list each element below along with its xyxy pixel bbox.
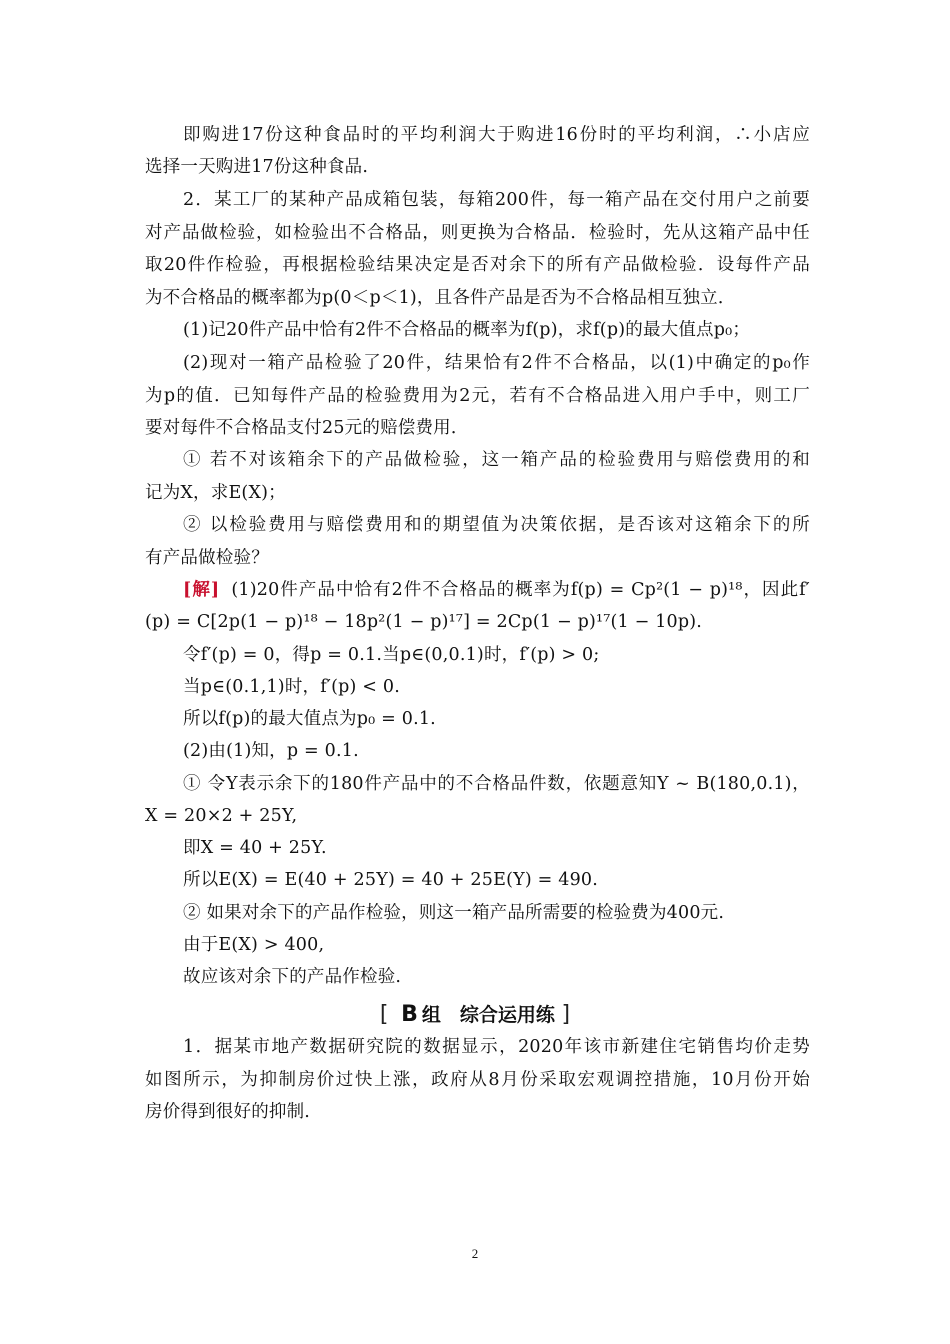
text-line: (1)记20件产品中恰有2件不合格品的概率为f(p)，求f(p)的最大值点p₀； — [183, 320, 751, 340]
text-line: 为p的值．已知每件产品的检验费用为2元，若有不合格品进入用户手中，则工厂 — [145, 386, 810, 406]
text-line: 由于E(X) > 400, — [183, 935, 325, 955]
solution-label: [解] — [183, 580, 220, 600]
text-line: 有产品做检验？ — [145, 548, 269, 568]
text-line: 所以E(X) = E(40 + 25Y) = 40 + 25E(Y) = 490. — [183, 870, 599, 890]
text-line: 要对每件不合格品支付25元的赔偿费用． — [145, 418, 469, 438]
text-line: 故应该对余下的产品作检验. — [183, 967, 402, 987]
text-line: 2．某工厂的某种产品成箱包装，每箱200件，每一箱产品在交付用户之前要 — [183, 190, 810, 210]
text-line: ② 如果对余下的产品作检验，则这一箱产品所需要的检验费为400元. — [183, 903, 725, 923]
text-line: 记为X，求E(X)； — [145, 483, 286, 503]
text-line: 1．据某市地产数据研究院的数据显示，2020年该市新建住宅销售均价走势 — [183, 1037, 810, 1057]
text-line: 房价得到很好的抑制. — [145, 1102, 311, 1122]
text-line: (2)现对一箱产品检验了20件，结果恰有2件不合格品，以(1)中确定的p₀作 — [183, 353, 810, 373]
text-line: 令f′(p) = 0，得p = 0.1.当p∈(0,0.1)时，f′(p) > 0; — [183, 645, 600, 665]
heading-bracket-open: [ — [379, 1002, 389, 1027]
page-number: 2 — [471, 1246, 479, 1261]
text-line: 对产品做检验，如检验出不合格品，则更换为合格品．检验时，先从这箱产品中任 — [145, 223, 810, 243]
text-line: ① 令Y表示余下的180件产品中的不合格品件数，依题意知Y ~ B(180,0.1)， — [183, 774, 810, 794]
text-line: 选择一天购进17份这种食品. — [145, 157, 369, 177]
text-line: 为不合格品的概率都为p(0＜p＜1)，且各件产品是否为不合格品相互独立． — [145, 288, 736, 308]
text-line: 即X = 40 + 25Y. — [183, 838, 327, 858]
text-line: ② 以检验费用与赔偿费用和的期望值为决策依据，是否该对这箱余下的所 — [183, 515, 810, 535]
text-line: (1)20件产品中恰有2件不合格品的概率为f(p) = Cp²(1 − p)¹⁸，因此f′ — [231, 580, 810, 600]
text-line: 如图所示，为抑制房价过快上涨，政府从8月份采取宏观调控措施，10月份开始 — [145, 1070, 810, 1090]
text-line: 取20件作检验，再根据检验结果决定是否对余下的所有产品做检验．设每件产品 — [145, 255, 810, 275]
text-line: (p) = C[2p(1 − p)¹⁸ − 18p²(1 − p)¹⁷] = 2Cp(1 − p)¹⁷(1 − 10p). — [145, 612, 703, 632]
section-heading — [0, 1002, 950, 1028]
heading-text: 组 综合运用练 — [421, 1004, 555, 1026]
text-line: 当p∈(0.1,1)时，f′(p) < 0. — [183, 677, 401, 697]
text-line: (2)由(1)知，p = 0.1. — [183, 741, 359, 761]
heading-letter: B — [401, 1002, 418, 1027]
solution-line — [183, 579, 810, 601]
text-line: ① 若不对该箱余下的产品做检验，这一箱产品的检验费用与赔偿费用的和 — [183, 450, 810, 470]
heading-bracket-close: ] — [561, 1002, 571, 1027]
text-line: X = 20×2 + 25Y, — [145, 806, 298, 826]
text-line: 所以f(p)的最大值点为p₀ = 0.1. — [183, 709, 436, 729]
text-line: 即购进17份这种食品时的平均利润大于购进16份时的平均利润，∴小店应 — [183, 125, 810, 145]
